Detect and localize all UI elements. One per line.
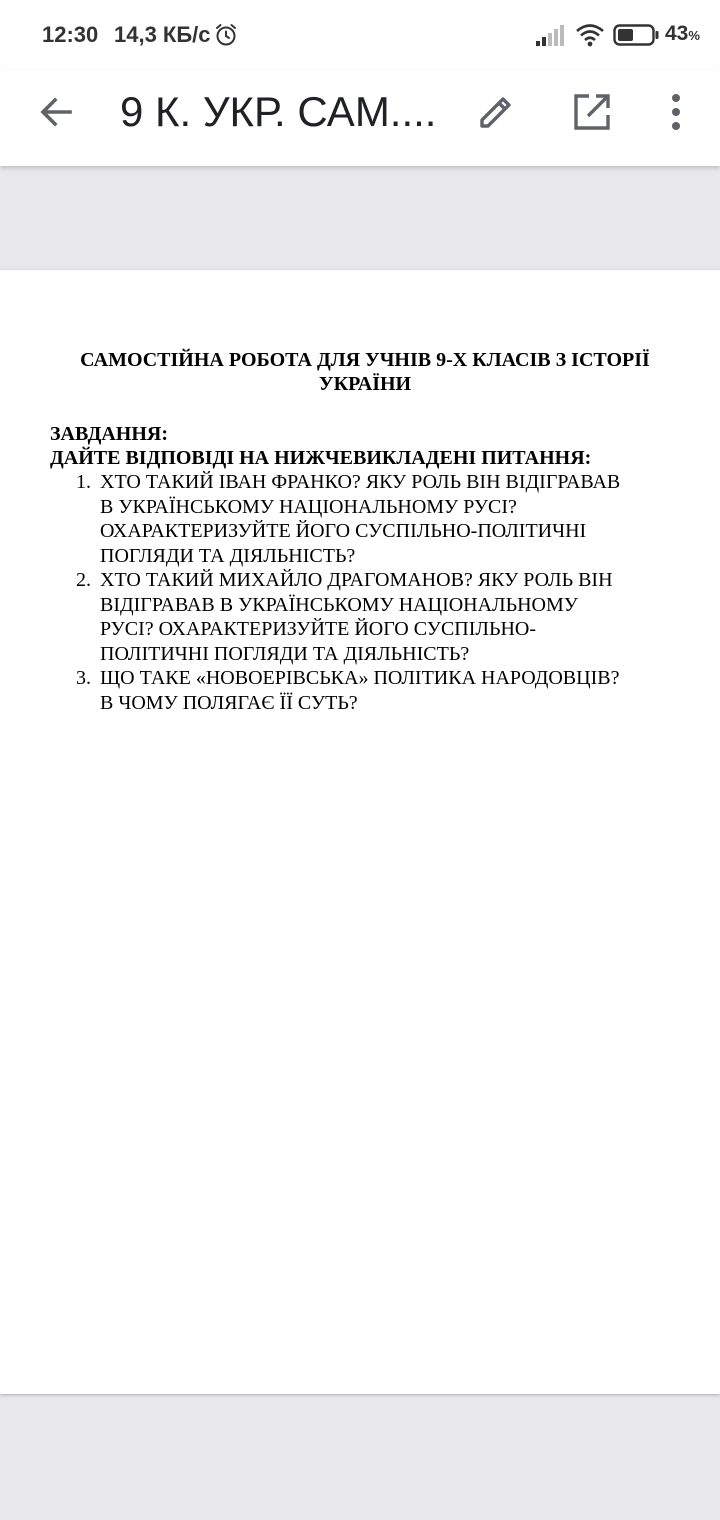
question-item bbox=[50, 568, 680, 666]
question-line: ЩО ТАКЕ «НОВОЕРІВСЬКА» ПОЛІТИКА НАРОДОВЦІВ? bbox=[100, 667, 620, 689]
more-vert-icon bbox=[670, 92, 682, 132]
document-viewer[interactable] bbox=[0, 166, 720, 1520]
pencil-icon bbox=[476, 92, 516, 132]
open-external-button[interactable] bbox=[568, 88, 616, 136]
app-bar bbox=[0, 70, 720, 166]
document-title: 9 К. УКР. САМ.... bbox=[120, 88, 437, 135]
status-time: 12:30 bbox=[42, 22, 99, 47]
question-line: В УКРАЇНСЬКОМУ НАЦІОНАЛЬНОМУ РУСІ? bbox=[100, 495, 517, 518]
signal-icon bbox=[534, 24, 564, 46]
question-number: 2. bbox=[76, 569, 91, 591]
status-bar bbox=[0, 0, 720, 70]
document-heading bbox=[50, 348, 680, 396]
question-line: РУСІ? ОХАРАКТЕРИЗУЙТЕ ЙОГО СУСПІЛЬНО- bbox=[100, 618, 537, 640]
heading-line: УКРАЇНИ bbox=[318, 373, 412, 395]
question-line: В ЧОМУ ПОЛЯГАЄ ЇЇ СУТЬ? bbox=[100, 691, 358, 714]
question-list bbox=[50, 470, 680, 715]
question-line: ПОГЛЯДИ ТА ДІЯЛЬНІСТЬ? bbox=[100, 544, 356, 567]
question-item bbox=[50, 666, 680, 715]
question-line: ОХАРАКТЕРИЗУЙТЕ ЙОГО СУСПІЛЬНО-ПОЛІТИЧНІ bbox=[100, 520, 587, 542]
battery-percent: 43% bbox=[665, 22, 700, 45]
open-external-icon bbox=[572, 92, 612, 132]
task-label: ЗАВДАННЯ: bbox=[50, 423, 168, 445]
question-line: ХТО ТАКИЙ МИХАЙЛО ДРАГОМАНОВ? ЯКУ РОЛЬ ВІН bbox=[100, 569, 613, 591]
battery-icon bbox=[613, 24, 661, 46]
back-arrow-icon bbox=[36, 92, 76, 132]
question-line: ХТО ТАКИЙ ІВАН ФРАНКО? ЯКУ РОЛЬ ВІН ВІДІГРАВАВ bbox=[100, 471, 621, 493]
instruction-text: ДАЙТЕ ВІДПОВІДІ НА НИЖЧЕВИКЛАДЕНІ ПИТАННЯ: bbox=[50, 447, 592, 469]
question-item bbox=[50, 470, 680, 568]
network-speed: 14,3 КБ/с bbox=[114, 22, 211, 47]
edit-button[interactable] bbox=[472, 88, 520, 136]
document-page bbox=[0, 270, 720, 1394]
question-line: ВІДІГРАВАВ В УКРАЇНСЬКОМУ НАЦІОНАЛЬНОМУ bbox=[100, 593, 578, 616]
alarm-icon bbox=[214, 23, 238, 47]
question-number: 3. bbox=[76, 667, 91, 689]
wifi-icon bbox=[575, 22, 605, 48]
question-number: 1. bbox=[76, 471, 91, 493]
back-button[interactable] bbox=[32, 88, 80, 136]
heading-line: САМОСТІЙНА РОБОТА ДЛЯ УЧНІВ 9-Х КЛАСІВ З ІСТОРІЇ bbox=[80, 349, 650, 371]
more-options-button[interactable] bbox=[652, 88, 700, 136]
question-line: ПОЛІТИЧНІ ПОГЛЯДИ ТА ДІЯЛЬНІСТЬ? bbox=[100, 642, 470, 665]
